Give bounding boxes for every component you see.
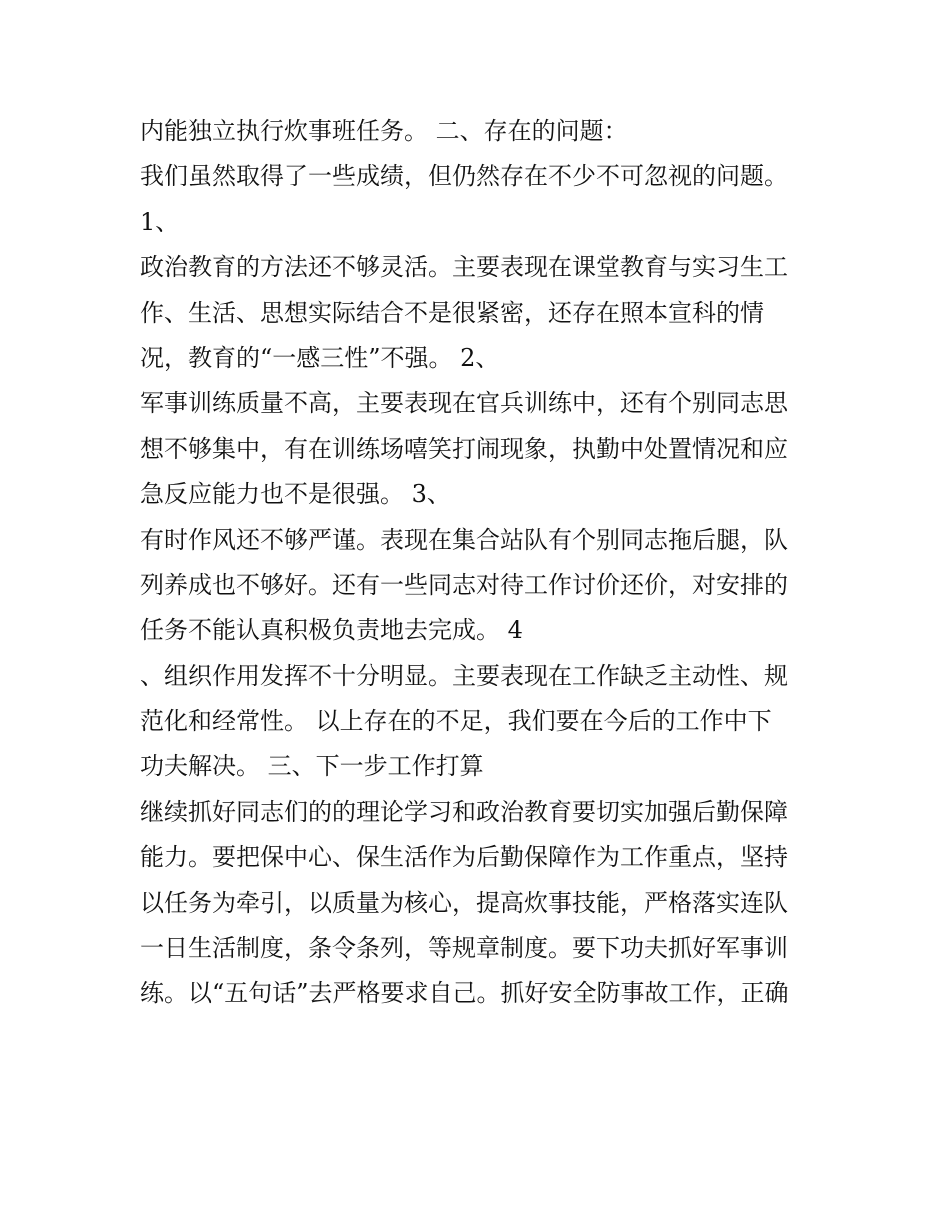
text-line: 况，教育的“一感三性”不强。 2、: [140, 343, 500, 372]
text-line: 能力。要把保中心、保生活作为后勤保障作为工作重点，坚持: [140, 843, 788, 872]
text-line: 1、: [140, 207, 180, 236]
text-line: 有时作风还不够严谨。表现在集合站队有个别同志拖后腿，队: [140, 525, 788, 554]
text-line: 任务不能认真积极负责地去完成。 4: [140, 616, 523, 645]
text-line: 功夫解决。 三、下一步工作打算: [140, 752, 484, 781]
text-line: 继续抓好同志们的的理论学习和政治教育要切实加强后勤保障: [140, 797, 788, 826]
text-line: 一日生活制度，条令条列，等规章制度。要下功夫抓好军事训: [140, 934, 788, 963]
text-line: 军事训练质量不高，主要表现在官兵训练中，还有个别同志思: [140, 389, 788, 418]
text-line: 政治教育的方法还不够灵活。主要表现在课堂教育与实习生工: [140, 253, 788, 282]
text-line: 急反应能力也不是很强。 3、: [140, 480, 451, 509]
document-body: [140, 112, 820, 1020]
text-line: 练。以“五句话”去严格要求自己。抓好安全防事故工作，正确: [140, 979, 789, 1008]
text-line: 作、生活、思想实际结合不是很紧密，还存在照本宣科的情: [140, 298, 764, 327]
text-line: 内能独立执行炊事班任务。 二、存在的问题：: [140, 117, 628, 145]
text-line: 想不够集中，有在训练场嘻笑打闹现象，执勤中处置情况和应: [140, 434, 788, 463]
text-line: 、组织作用发挥不十分明显。主要表现在工作缺乏主动性、规: [140, 661, 788, 690]
text-line: 以任务为牵引，以质量为核心，提高炊事技能，严格落实连队: [140, 888, 788, 917]
text-line: 我们虽然取得了一些成绩，但仍然存在不少不可忽视的问题。: [140, 162, 788, 191]
text-line: 范化和经常性。 以上存在的不足，我们要在今后的工作中下: [140, 707, 772, 736]
text-line: 列养成也不够好。还有一些同志对待工作讨价还价，对安排的: [140, 570, 788, 599]
